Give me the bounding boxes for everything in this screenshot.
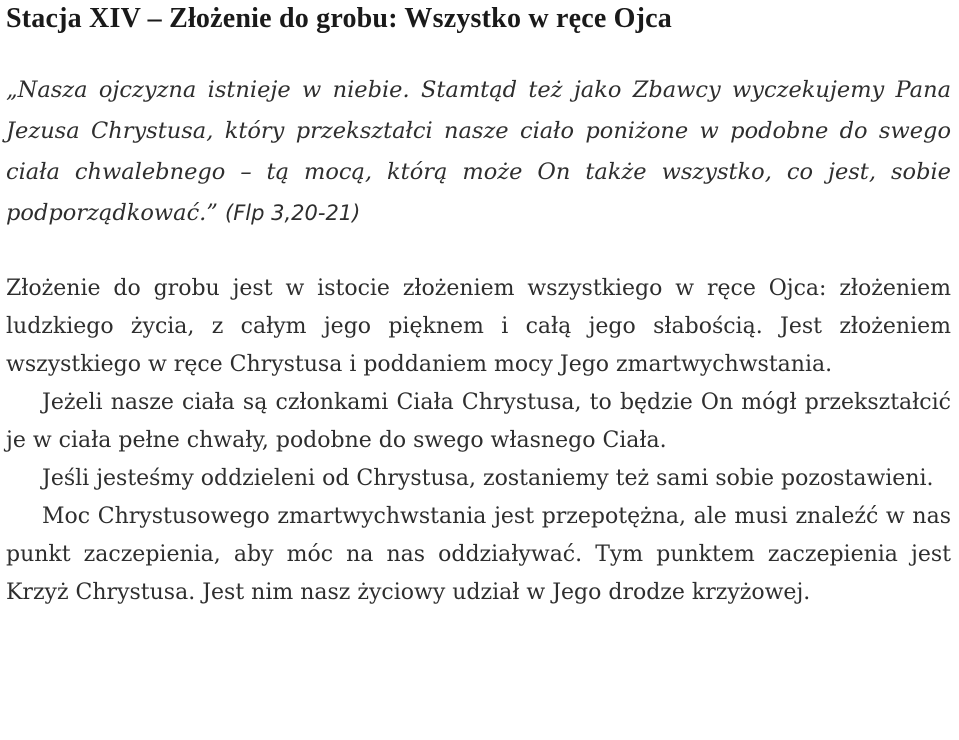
quote-text: „Nasza ojczyzna istnieje w niebie. Stamtąd też jako Zbawcy wyczekujemy Pana Jezusa Chrystusa, który przekształci nasze ciało poniżone w podobne do swego ciała chwalebnego – tą mocą, którą może On także wszystko, co jest, sobie podporządkować.”: [6, 77, 951, 226]
quote-reference: (Flp 3,20-21): [225, 201, 361, 225]
paragraph: Jeżeli nasze ciała są członkami Ciała Chrystusa, to będzie On mógł przekształcić je w ciała pełne chwały, podobne do swego własnego Ciała.: [6, 390, 951, 453]
page-title: Stacja XIV – Złożenie do grobu: Wszystko w ręce Ojca: [6, 3, 673, 34]
scripture-quote: [6, 70, 951, 234]
paragraph: Jeśli jesteśmy oddzieleni od Chrystusa, zostaniemy też sami sobie pozostawieni.: [42, 466, 934, 491]
paragraph: Złożenie do grobu jest w istocie złożeniem wszystkiego w ręce Ojca: złożeniem ludzkiego życia, z całym jego pięknem i całą jego słabością. Jest złożeniem wszystkiego w ręce Chrystusa i poddaniem mocy Jego zmartwychwstania.: [6, 276, 951, 377]
paragraph: Moc Chrystusowego zmartwychwstania jest przepotężna, ale musi znaleźć w nas punkt zaczepienia, aby móc na nas oddziaływać. Tym punktem zaczepienia jest Krzyż Chrystusa. Jest nim nasz życiowy udział w Jego drodze krzyżowej.: [6, 504, 951, 605]
